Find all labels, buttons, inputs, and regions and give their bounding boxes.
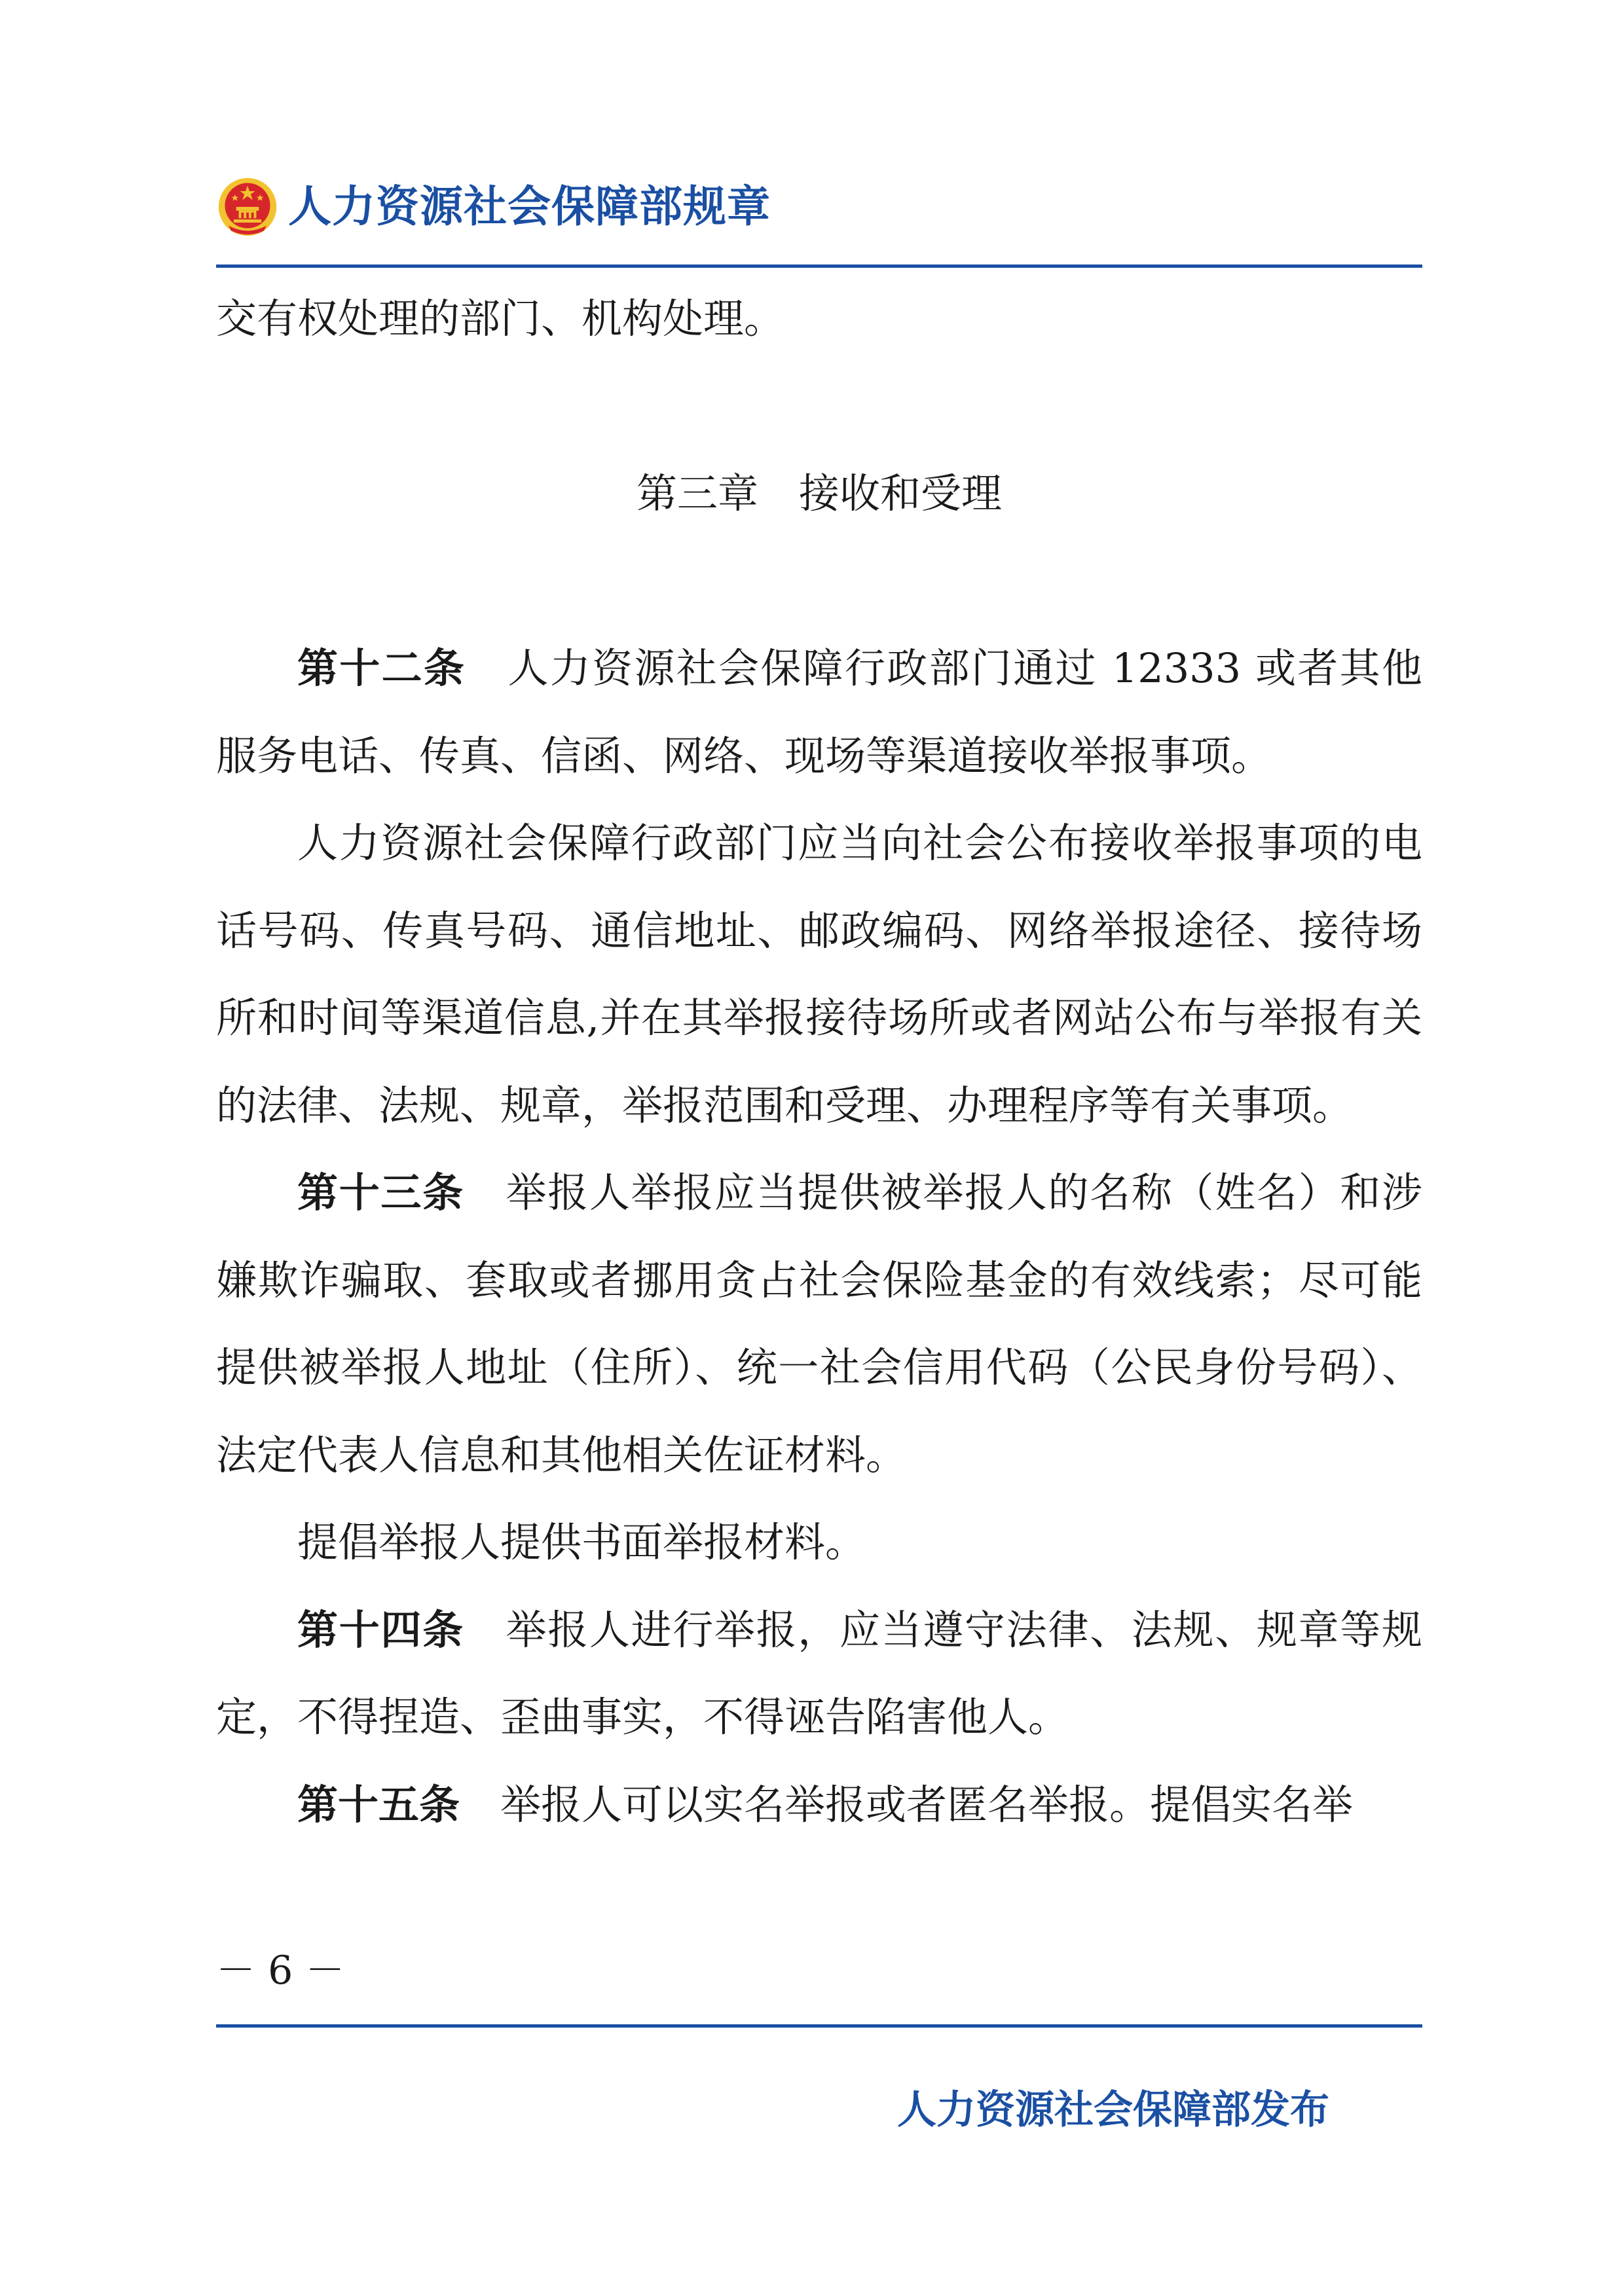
article-text: 人力资源社会保障行政部门通过 12333 或者其他服务电话、传真、信函、网络、现场等渠道接收举报事项。 (216, 644, 1422, 780)
article-label: 第十五条 (297, 1780, 460, 1829)
article-text: 举报人可以实名举报或者匿名举报。提倡实名举 (460, 1780, 1354, 1829)
article-13 (216, 1149, 1422, 1499)
footer-publisher: 人力资源社会保障部发布 (897, 2087, 1329, 2133)
national-emblem-icon (216, 175, 279, 238)
page-header (216, 175, 771, 238)
article-text: 举报人举报应当提供被举报人的名称（姓名）和涉嫌欺诈骗取、套取或者挪用贪占社会保险基金的有效线索；尽可能提供被举报人地址（住所）、统一社会信用代码（公民身份号码）、法定代表人信息和其他相关佐证材料。 (216, 1169, 1422, 1479)
article-14 (216, 1586, 1422, 1761)
page-number: － 6 － (216, 1948, 345, 1994)
article-13-paragraph-2: 提倡举报人提供书面举报材料。 (297, 1518, 866, 1566)
article-12 (216, 625, 1422, 799)
article-text: 举报人进行举报，应当遵守法律、法规、规章等规定，不得捏造、歪曲事实，不得诬告陷害他人。 (216, 1605, 1422, 1741)
article-15 (216, 1761, 1422, 1849)
header-title: 人力资源社会保障部规章 (288, 181, 771, 232)
article-label: 第十二条 (297, 644, 466, 692)
article-label: 第十四条 (297, 1605, 464, 1654)
footer-divider (216, 2024, 1422, 2028)
article-12-paragraph-2: 人力资源社会保障行政部门应当向社会公布接收举报事项的电话号码、传真号码、通信地址、邮政编码、网络举报途径、接待场所和时间等渠道信息,并在其举报接待场所或者网站公布与举报有关的法律、法规、规章，举报范围和受理、办理程序等有关事项。 (216, 819, 1422, 1129)
article-label: 第十三条 (297, 1169, 464, 1216)
header-divider (216, 264, 1422, 268)
document-body (216, 275, 1422, 1848)
chapter-heading: 第三章 接收和受理 (636, 469, 1002, 517)
continuation-paragraph: 交有权处理的部门、机构处理。 (216, 295, 785, 342)
